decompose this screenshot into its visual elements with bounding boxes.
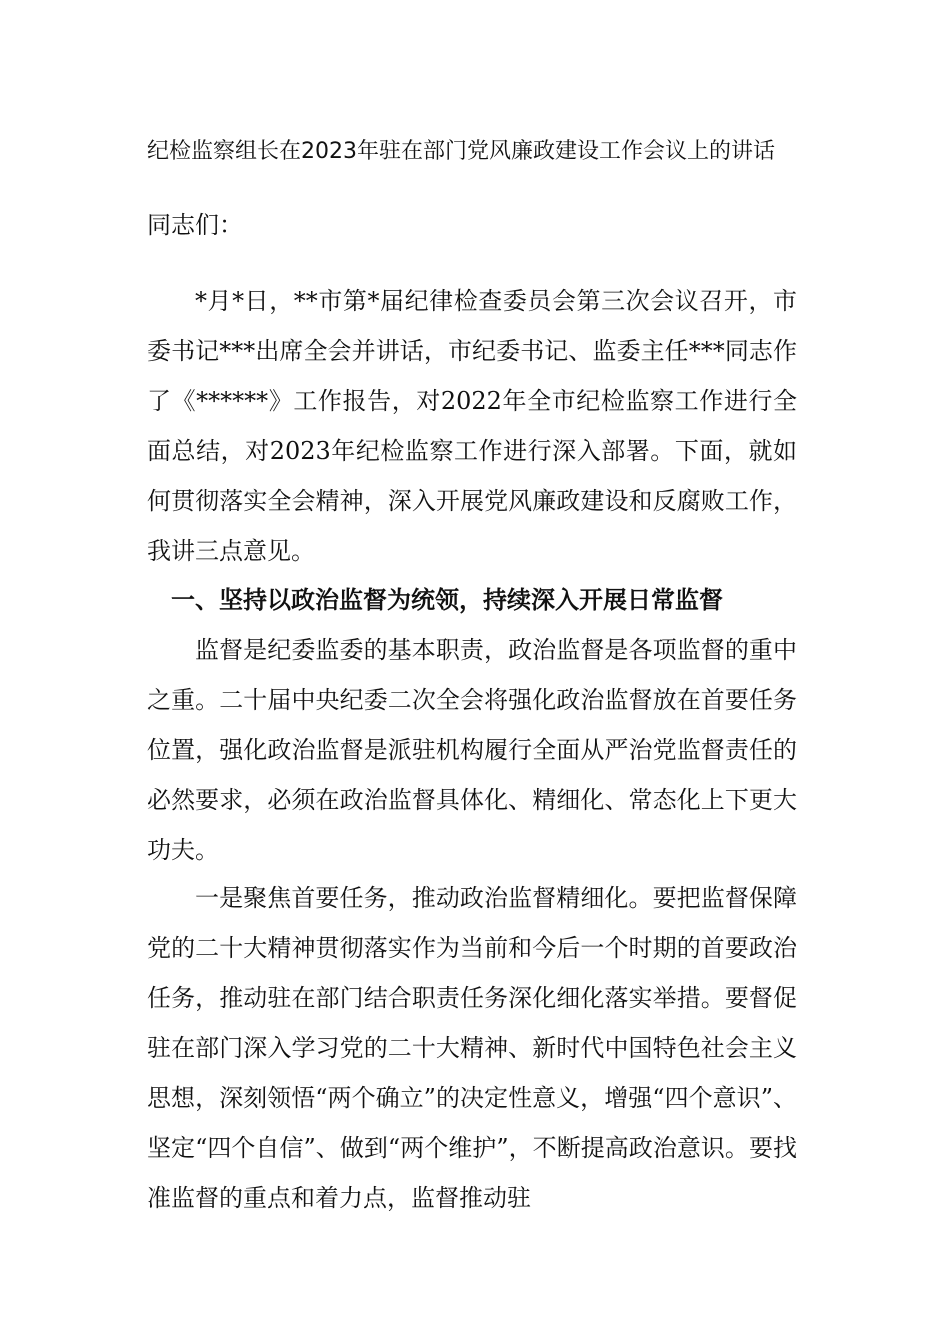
section-heading: 一、坚持以政治监督为统领，持续深入开展日常监督 <box>171 586 723 614</box>
paragraph-first-point: 一是聚焦首要任务，推动政治监督精细化。要把监督保障党的二十大精神贯彻落实作为当前和今后一个时期的首要政治任务，推动驻在部门结合职责任务深化细化落实举措。要督促驻在部门深入学习党的二十大精神、新时代中国特色社会主义思想，深刻领悟“两个确立”的决定性意义，增强“四个意识”、坚定“四个自信”、做到“两个维护”，不断提高政治意识。要找准监督的重点和着力点，监督推动驻 <box>147 884 797 1212</box>
salutation: 同志们： <box>147 211 243 239</box>
paragraph-intro: *月*日，**市第*届纪律检查委员会第三次会议召开，市委书记***出席全会并讲话，市纪委书记、监委主任***同志作了《******》工作报告，对2022年全市纪检监察工作进行全面总结，对2023年纪检监察工作进行深入部署。下面，就如何贯彻落实全会精神，深入开展党风廉政建设和反腐败工作，我讲三点意见。 <box>147 287 797 565</box>
document-title: 纪检监察组长在2023年驻在部门党风廉政建设工作会议上的讲话 <box>147 139 775 164</box>
paragraph-supervision: 监督是纪委监委的基本职责，政治监督是各项监督的重中之重。二十届中央纪委二次全会将强化政治监督放在首要任务位置，强化政治监督是派驻机构履行全面从严治党监督责任的必然要求，必须在政治监督具体化、精细化、常态化上下更大功夫。 <box>147 636 797 864</box>
